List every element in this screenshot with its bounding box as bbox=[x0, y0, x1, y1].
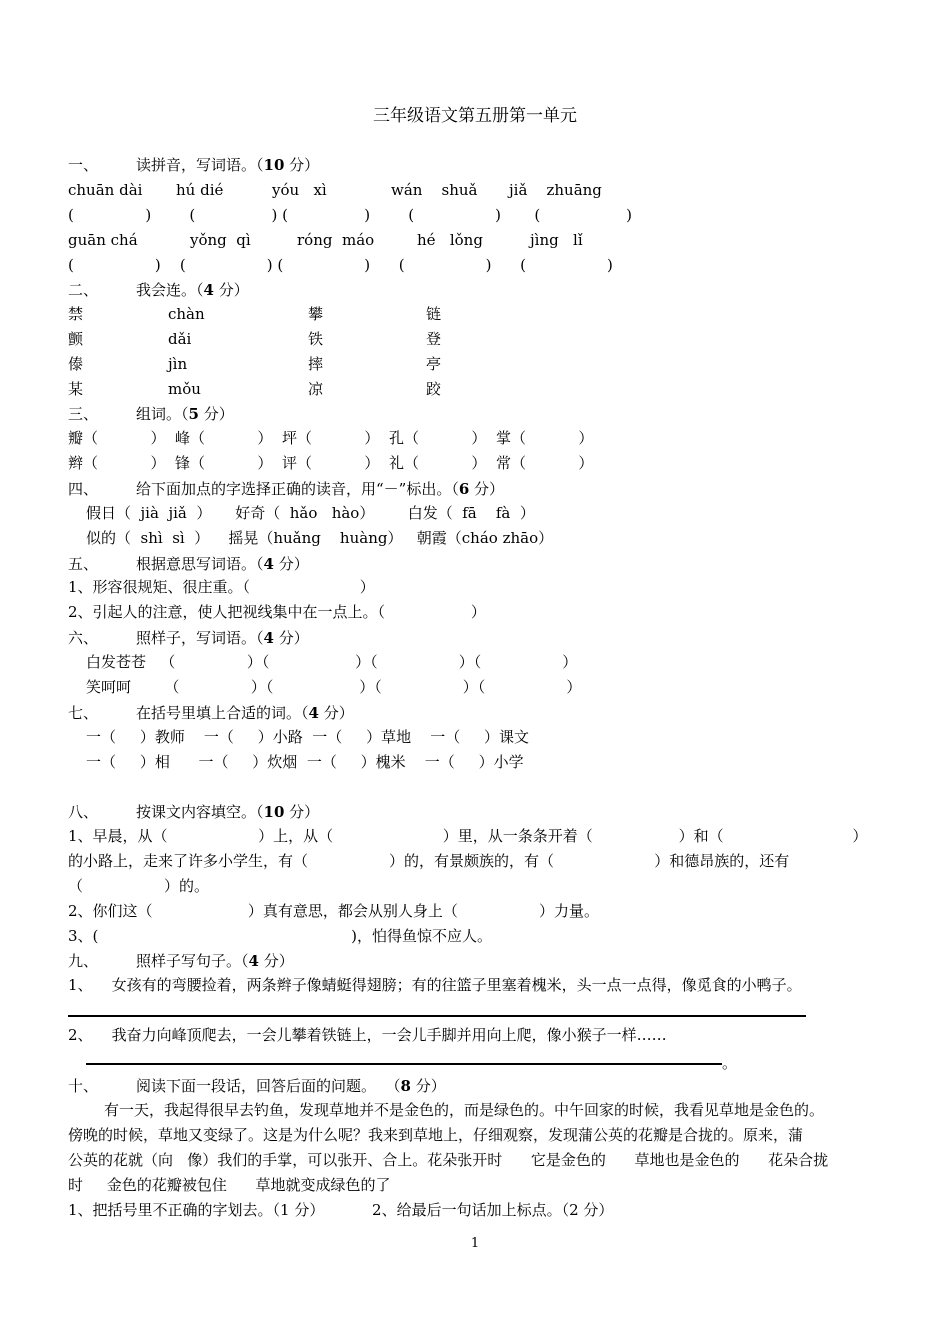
section-7-number: 七、 bbox=[68, 704, 99, 722]
yangzi-row: 笑呵呵 （ ）（ ）（ ）（ ） bbox=[86, 678, 582, 696]
match-item: dǎi bbox=[168, 330, 192, 348]
pinyin-item: guān chá bbox=[68, 231, 138, 249]
duyin-row: 似的（ shì sì ） 摇晃（huǎng huàng） 朝霞（cháo zhāo） bbox=[86, 529, 554, 547]
reading-questions: 1、把括号里不正确的字划去。（1 分） 2、给最后一句话加上标点。（2 分） bbox=[68, 1201, 614, 1219]
match-item: jìn bbox=[168, 355, 188, 373]
kewen-line: 3、( )，怕得鱼惊不应人。 bbox=[68, 927, 492, 945]
section-10-number: 十、 bbox=[68, 1077, 99, 1095]
page-title: 三年级语文第五册第一单元 bbox=[373, 106, 577, 126]
pinyin-item: hé lǒng bbox=[417, 231, 483, 249]
section-8-title: 按课文内容填空。（10 分） bbox=[136, 803, 320, 821]
juzi-example: 1、 女孩有的弯腰捡着，两条辫子像蜻蜓得翅膀；有的往篮子里塞着槐米，头一点一点得，像觅食的小鸭子。 bbox=[68, 976, 802, 994]
pinyin-item: chuān dài bbox=[68, 181, 143, 199]
zuci-row: 辫（ ） 锋（ ） 评（ ） 礼（ ） 常（ ） bbox=[68, 454, 594, 472]
section-10-title: 阅读下面一段话，回答后面的问题。 （8 分） bbox=[136, 1077, 446, 1095]
yangzi-row: 白发苍苍 （ ）（ ）（ ）（ ） bbox=[86, 653, 578, 671]
section-5-title: 根据意思写词语。（4 分） bbox=[136, 555, 309, 573]
match-item: 登 bbox=[426, 330, 442, 348]
section-5-number: 五、 bbox=[68, 555, 99, 573]
match-item: 颤 bbox=[68, 330, 84, 348]
section-9-title: 照样子写句子。（4 分） bbox=[136, 952, 294, 970]
section-6-title: 照样子，写词语。（4 分） bbox=[136, 629, 309, 647]
answer-parentheses-row: ( ) ( ) ( ) ( ) ( ) bbox=[68, 256, 613, 274]
match-item: 链 bbox=[426, 305, 442, 323]
juzi-example: 2、 我奋力向峰顶爬去，一会儿攀着铁链上，一会儿手脚并用向上爬，像小猴子一样…… bbox=[68, 1026, 667, 1044]
pinyin-item: róng máo bbox=[297, 231, 375, 249]
pinyin-item: yǒng qì bbox=[190, 231, 251, 249]
line-end-period: 。 bbox=[722, 1054, 738, 1072]
yisi-item: 2、引起人的注意，使人把视线集中在一点上。（ ） bbox=[68, 603, 486, 621]
section-2-title: 我会连。（4 分） bbox=[136, 281, 249, 299]
page-number: 1 bbox=[470, 1236, 480, 1251]
yisi-item: 1、形容很规矩、很庄重。（ ） bbox=[68, 578, 375, 596]
kewen-line: （ ）的。 bbox=[68, 877, 210, 895]
match-item: 摔 bbox=[308, 355, 324, 373]
answer-line bbox=[86, 1063, 722, 1065]
match-item: 禁 bbox=[68, 305, 84, 323]
kewen-line: 的小路上，走来了许多小学生，有（ ）的，有景颇族的，有（ ）和德昂族的，还有 bbox=[68, 852, 790, 870]
section-1-number: 一、 bbox=[68, 156, 99, 174]
match-item: 跤 bbox=[426, 380, 442, 398]
pinyin-item: jìng lǐ bbox=[530, 231, 583, 249]
section-9-number: 九、 bbox=[68, 952, 99, 970]
match-item: 攀 bbox=[308, 305, 324, 323]
section-1-title: 读拼音，写词语。（10 分） bbox=[136, 156, 320, 174]
reading-line: 公英的花就（向 像）我们的手掌，可以张开、合上。花朵张开时 它是金色的 草地也是金色的 花朵合拢 bbox=[68, 1151, 829, 1169]
match-item: chàn bbox=[168, 305, 205, 323]
answer-parentheses-row: ( ) ( ) ( ) ( ) ( ) bbox=[68, 206, 632, 224]
section-2-number: 二、 bbox=[68, 281, 99, 299]
answer-line bbox=[68, 1015, 806, 1017]
kuohao-row: 一（ ）教师 一（ ）小路 一（ ）草地 一（ ）课文 bbox=[86, 728, 530, 746]
kewen-line: 2、你们这（ ）真有意思，都会从别人身上（ ）力量。 bbox=[68, 902, 599, 920]
match-item: 凉 bbox=[308, 380, 324, 398]
match-item: 某 bbox=[68, 380, 84, 398]
section-6-number: 六、 bbox=[68, 629, 99, 647]
match-item: 亭 bbox=[426, 355, 442, 373]
section-4-number: 四、 bbox=[68, 480, 99, 498]
section-8-number: 八、 bbox=[68, 803, 99, 821]
section-3-number: 三、 bbox=[68, 405, 99, 423]
kuohao-row: 一（ ）相 一（ ）炊烟 一（ ）槐米 一（ ）小学 bbox=[86, 753, 524, 771]
section-4-title: 给下面加点的字选择正确的读音，用“－”标出。（6 分） bbox=[136, 480, 505, 498]
reading-line: 傍晚的时候，草地又变绿了。这是为什么呢？我来到草地上，仔细观察，发现蒲公英的花瓣是合拢的。原来，蒲 bbox=[68, 1126, 804, 1144]
zuci-row: 瓣（ ） 峰（ ） 坪（ ） 孔（ ） 掌（ ） bbox=[68, 429, 594, 447]
duyin-row: 假日（ jià jiǎ ） 好奇（ hǎo hào） 白发（ fā fà ） bbox=[86, 504, 535, 522]
pinyin-item: wán shuǎ bbox=[391, 181, 478, 199]
kewen-line: 1、早晨，从（ ）上，从（ ）里，从一条条开着（ ）和（ ） bbox=[68, 827, 868, 845]
pinyin-item: yóu xì bbox=[272, 181, 327, 199]
match-item: 傣 bbox=[68, 355, 84, 373]
match-item: mǒu bbox=[168, 380, 201, 398]
reading-line: 有一天，我起得很早去钓鱼，发现草地并不是金色的，而是绿色的。中午回家的时候，我看见草地是金色的。 bbox=[104, 1101, 825, 1119]
section-7-title: 在括号里填上合适的词。（4 分） bbox=[136, 704, 354, 722]
reading-line: 时 金色的花瓣被包住 草地就变成绿色的了 bbox=[68, 1176, 391, 1194]
match-item: 铁 bbox=[308, 330, 324, 348]
section-3-title: 组词。（5 分） bbox=[136, 405, 234, 423]
pinyin-item: jiǎ zhuāng bbox=[509, 181, 602, 199]
pinyin-item: hú dié bbox=[176, 181, 224, 199]
